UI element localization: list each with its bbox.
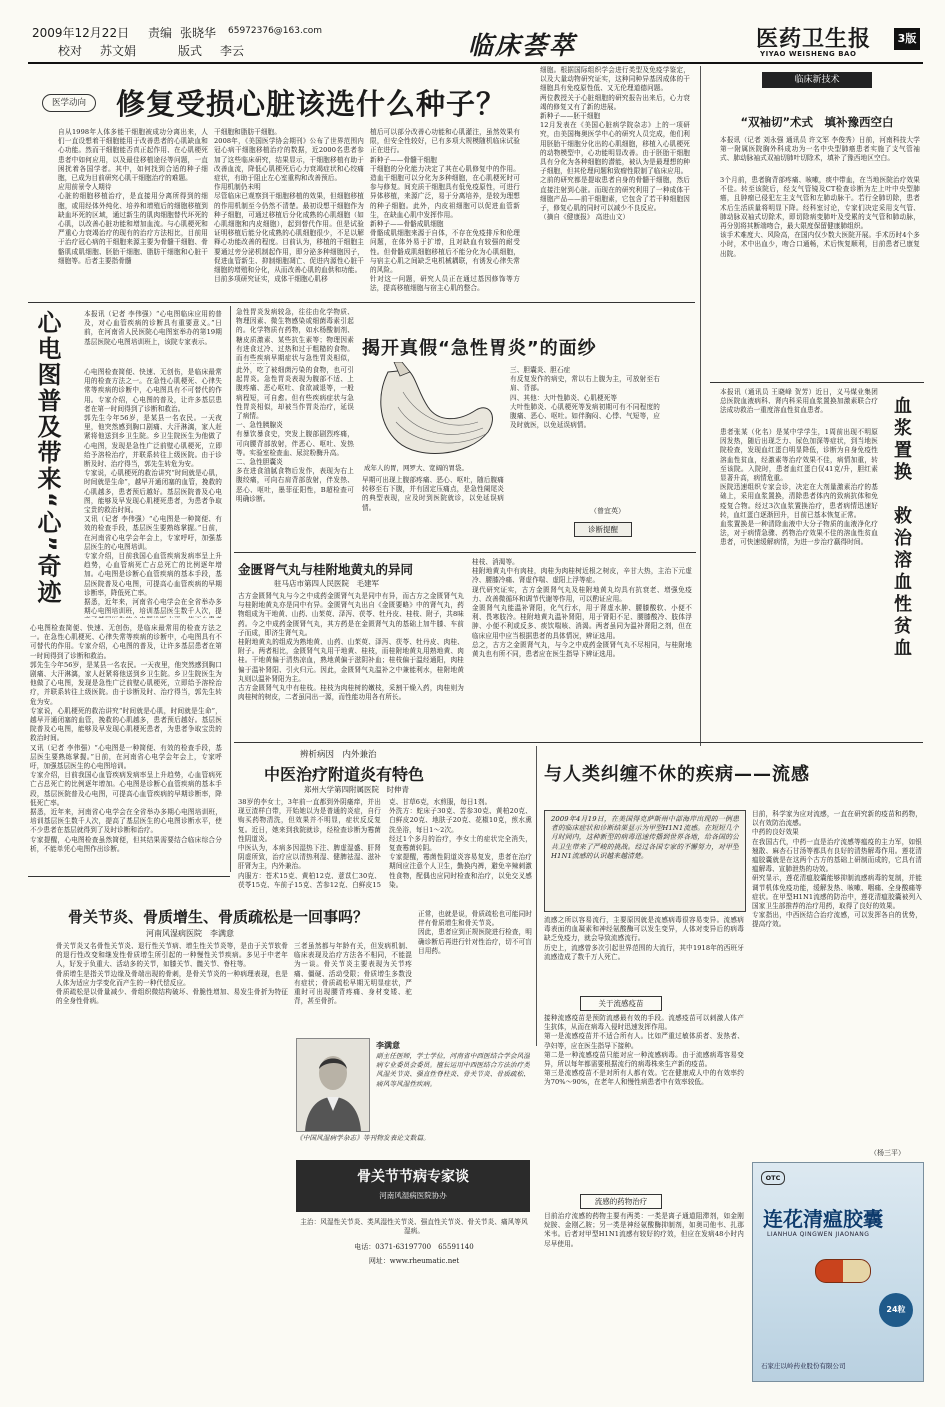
editor-label: 责编 <box>148 26 173 40</box>
expert-banner <box>296 1160 530 1212</box>
flu-summary-box <box>544 810 746 912</box>
right-column-divider <box>700 66 701 746</box>
tcm-article <box>234 746 534 889</box>
drug-name: 连花清瘟胶囊 <box>763 1207 883 1231</box>
expert-name: 李满意 <box>376 1040 400 1050</box>
otc-badge: OTC <box>761 1171 785 1185</box>
vaccine-subhead: 关于流感疫苗 <box>580 996 662 1011</box>
jingui-bottom-rule <box>234 742 923 743</box>
expert-banner-org: 河南风湿病医院协办 <box>379 1191 447 1200</box>
expert-portrait-icon <box>297 1039 369 1131</box>
top-article-title: 修复受损心脏该选什么种子？ <box>116 87 507 121</box>
issue-date: 2009年12月22日 <box>32 26 130 40</box>
flu-body-vaccine: 接种流感疫苗是预防流感最有效的手段。流感疫苗可以刺激人体产生抗体，从而在病毒入侵时迅速发挥作用。 第一是流感疫苗并不适合所有人。比如严重过敏体质者、发热者、孕妇等，应在医生指导下接种。 第二是一种流感疫苗只能对应一种流感病毒。由于流感病毒容易变异，所以每年都需要根据流行的病毒株来生产新的疫苗。 第三是流感疫苗不是对所有人都有效。它在健康成人中的有效率约为70%～90%，在老年人和慢性病患者中有效率较低。 <box>544 1014 744 1087</box>
clinic-new-tech-label: 临床新技术 <box>762 72 872 88</box>
stomach-illustration <box>358 362 506 462</box>
expert-phone: 电话：0371-63197700 65591140 <box>354 1243 474 1251</box>
top-article <box>28 66 695 301</box>
diagnosis-tag: 诊断提醒 <box>574 522 632 537</box>
right-divider <box>710 382 924 383</box>
plasma-byline: 本报讯（通讯员 王晓峰 贺芳）近日，义马煤业集团总医院血液病科、肾内科采用血浆置换加激素联合疗法成功救治一重度溶血性贫血患者。 <box>720 388 878 415</box>
ecg-feature <box>28 306 228 874</box>
double-sleeve-byline: 本报讯（记者 刘永强 通讯员 许文军 李俊秀）日前，河南科技大学第一附属医院胸外科成功为一名中央型肺癌患者实施了支气管袖式、肺动脉袖式双袖切肺叶切除术，填补了豫西地区空白。 <box>720 136 920 163</box>
left-column-divider <box>230 306 231 872</box>
bone-body-right: 正常，也就是说，骨质疏松也可能同时伴有骨质增生和骨关节炎。 因此，患者应到正规医院进行检查，明确诊断后再进行针对性治疗，切不可盲目用药。 <box>418 910 532 955</box>
expert-photo <box>296 1038 370 1132</box>
flu-summary-text: 2009年4月19日，在美国得克萨斯州中部海岸出现的一例患者的临床症状和诊断结果显示为甲型H1N1流感。在短短几个月时间内，这种新型的病毒迅速传播到世界各地，给各国的公共卫生带来了严峻的挑战。经过各国专家的不懈努力，对甲型H1N1流感的认识越来越清楚。 <box>551 815 739 860</box>
capsule-count-badge: 24粒 <box>879 1293 913 1327</box>
tcm-tag: 辨析病因 内外兼治 <box>300 750 377 760</box>
gastritis-bottom-rule <box>234 552 696 553</box>
stomach-shape <box>381 370 493 453</box>
expert-banner-title: 骨关节节病专家谈 <box>357 1169 469 1185</box>
jingui-body-left: 古方金匮肾气丸与今之中成药金匮肾气丸是同中有异，而古方之金匮肾气丸与桂附地黄丸亦是同中有异。金匮肾气丸出自《金匮要略》中的肾气丸，药物组成为干地黄、山药、山茱萸、泽泻、茯苓、牡丹皮、桂枝、附子，共8味药。今之中成药金匮肾气丸，其方药是在金匮肾气丸的基础上加牛膝、车前子而成，即济生肾气丸。 桂附地黄丸的组成为熟地黄、山药、山茱萸、泽泻、茯苓、牡丹皮、肉桂、附子。两者相比，金匮肾气丸用干地黄、桂枝，而桂附地黄丸用熟地黄、肉桂。干地黄偏于清热凉血，熟地黄偏于滋阴补血；桂枝偏于温经通阳，肉桂偏于温补肾阳、引火归元。因此，金匮肾气丸温补之中兼能利水，桂附地黄丸则以温补肾阳为主。 古方金匮肾气丸中有桂枝。桂枝为肉桂树的嫩枝，采割干燥入药，肉桂则为肉桂树的树皮，二者虽同出一源，而性能功用各有所长。 <box>238 592 464 702</box>
jingui-body-right: 桂枝、消渴等。 桂附地黄丸中有肉桂，肉桂为肉桂树近根之树皮，辛甘大热，主治下元虚冷、腰膝冷痛、肾虚作喘、虚阳上浮等症。 现代研究证实，古方金匮肾气丸及桂附地黄丸均具有抗衰老、增强免疫力、改善微循环和调节代谢等作用，可以酌证应用。 金匮肾气丸能温补肾阳，化气行水，用于肾虚水肿、腰膝酸软、小便不利、畏寒肢冷。桂附地黄丸温补肾阳，用于肾阳不足、腰膝酸冷、肢体浮肿、小便不利或反多、痰饮喘咳、消渴。两者虽同为温补肾阳之剂，但在临床应用中应当根据患者的具体情况，辨证选用。 总之，古方之金匮肾气丸，与今之中成药金匮肾气丸不尽相同，与桂附地黄丸也有所不同，患者应在医生指导下辨证选用。 <box>472 558 692 659</box>
page-number: 3版 <box>894 28 920 50</box>
flu-body-left: 流感之所以容易流行，主要原因就是流感病毒很容易变异。流感病毒表面的血凝素和神经氨酸酶可以发生变异，人体对变异后的病毒缺乏免疫力，就会导致流感流行。 历史上，流感曾多次引起世界范围的大流行，其中1918年的西班牙流感造成了数千万人死亡。 <box>544 916 744 961</box>
article-col-1: 自从1998年人体多能干细胞被成功分离出来，人们一直设想着干细胞能用于改善患者的心肌缺血和心功能。然而干细胞能否真正起作用、在心肌梗死患者中如何应用，以及最佳移植途径等问题，一直困扰着各国学者。其中，如何找到合适的种子细胞，已成为目前研究心肌干细胞治疗的难题。 应用前景令人期待 心脏的细胞移植治疗，是直接用分离所得到的细胞，或用经体外纯化、培养和增殖后的细胞移植到缺血坏死的区域，通过新生的肌肉细胞替代坏死的心肌，以改善心脏功能和增加血流。与心肌梗死和严重心力衰竭治疗的现有的治疗方法相比，目前用于治疗冠心病的干细胞来源主要为骨髓干细胞、骨骼肌成肌细胞、胚胎干细胞、脂肪干细胞和心脏干细胞等。后者主要指骨髓 <box>58 128 208 265</box>
flu-author: （杨三平） <box>870 1149 905 1157</box>
plasma-body: 患者张某（化名）是某中学学生，1周前出现不明原因发热，随后出现乏力、尿色加深等症状，到当地医院检查，发现血红蛋白明显降低，诊断为自身免疫性溶血性贫血，经激素等治疗效果不佳，病情加重，转至该院。入院时，患者血红蛋白仅41克/升，胆红素显著升高，病情危重。 医院迅速组织专家会诊，决定在大剂量激素治疗的基础上，采用血浆置换，清除患者体内的致病抗体和免疫复合物。经过3次血浆置换治疗，患者病情迅速好转，血红蛋白逐渐回升，目前已基本恢复正常。 血浆置换是一种清除血液中大分子物质的血液净化疗法，对于病情急骤、药物治疗效果不佳的溶血性贫血患者，可快速缓解病情，为进一步治疗赢得时间。 <box>720 428 878 547</box>
proof-label: 校对 <box>58 44 83 58</box>
tcm-divider <box>536 746 537 1046</box>
expert-intro: 副主任医师，学士学位，河南省中西医结合学会风湿病专业委员会委员。擅长运用中西医结合方法治疗类风湿关节炎、强直性脊柱炎、骨关节炎、骨质疏松、痛风等风湿性疾病。 <box>376 1052 530 1088</box>
article-col-4: 细胞。根据国际组织学会进行类型及免疫学鉴定，以及大量动物研究证实，这种同种异基因成体的干细胞具有免疫原性低、又无伦理道德问题。 两位教授关于心脏细胞的研究报告出来后，心力衰竭的修复又有了新的进展。 新种子——胚干细胞 12月发表在《美国心脏病学院杂志》上的一项研究，由美国梅奥医学中心的研究人员完成，他们利用胚胎干细胞分化出的心肌细胞，移植入心肌梗死的动物模型中，心功能明显改善。由于胚胎干细胞具有分化为各种细胞的潜能，被认为是最理想的种子细胞，但其伦理问题和致瘤性限制了临床应用。 之前的研究都是提取患者自身的骨髓干细胞，然后直接注射到心脏。而现在的研究利用了一种成体干细胞产品——前干细胞素，它包含了若干种细胞因子，修复心肌的同时可以减少不良反应。 （摘自《健康报》 高进山文） <box>540 66 690 222</box>
gastritis-body-right: 三、胆囊炎、胆石症 有反复发作的病史，常以右上腹为主，可放射至右肩、背部。 四、其他：大叶性肺炎、心肌梗死等 大叶性肺炎、心肌梗死等发病初期可有不同程度的腹痛、恶心、呕吐。如伴胸闷、心悸、气短等，应及时就医，以免延误病情。 <box>510 366 660 430</box>
ecg-byline: 本报讯（记者 李伟强）“心电图临床应用的普及，对心血管疾病的诊断具有重要意义。”日前，在河南省人民医院心电图室举办的第19期基层医院心电图培训班上，该院专家表示。 <box>84 310 222 346</box>
article-tag: 医学动向 <box>42 94 96 112</box>
bone-title: 骨关节炎、骨质增生、骨质疏松是一回事吗？ <box>68 908 369 926</box>
flu-body-right: 目前，科学家为应对流感，一直在研究新的疫苗和药物，以有效防治流感。 中药的良好效果 在我国古代，中药一直是治疗流感等瘟疫的主力军，如银翘散、麻杏石甘汤等都具有良好的清热解毒作用。莲花清瘟胶囊就是在这两个古方的基础上研制而成的，它具有清瘟解毒、宣肺泄热的功效。 研究显示，莲花清瘟胶囊能够抑制流感病毒的复制，并能调节机体免疫功能，缓解发热、咳嗽、咽痛、全身酸痛等症状。在甲型H1N1流感的防治中，莲花清瘟胶囊被列入国家卫生部推荐的治疗用药，取得了良好的效果。 专家指出，中西医结合治疗流感，可以发挥各自的优势，提高疗效。 <box>752 810 922 929</box>
ecg-body-narrow: 心电图检查简便、快速、无创伤，是临床最常用的检查方法之一。在急性心肌梗死、心律失常等疾病的诊断中，心电图具有不可替代的作用。专家介绍，心电图的普及，让许多基层患者在第一时间得到了诊断和救治。 郭先生今年56岁，是某县一名农民。一天夜里，他突然感到胸口剧痛、大汗淋漓，家人赶紧将他送到乡卫生院。乡卫生院医生为他做了心电图，发现是急性广泛前壁心肌梗死，立即给予溶栓治疗，并联系转往上级医院。由于诊断及时、治疗得当，郭先生转危为安。 专家说，心肌梗死的救治讲究“时间就是心肌，时间就是生命”，越早开通闭塞的血管，挽救的心肌越多，患者预后越好。基层医院普及心电图，能够及早发现心肌梗死患者，为患者争取宝贵的救治时间。 又讯（记者 李伟强）“心电图是一种简便、有效的检查手段，基层医生要熟练掌握。”日前，在河南省心电学会年会上，专家呼吁，加强基层医生的心电图培训。 专家介绍，目前我国心血管疾病发病率呈上升趋势，心血管病死亡占总死亡的比例逐年增加。心电图是诊断心血管疾病的基本手段，基层医院普及心电图，可提高心血管疾病的早期诊断率，降低死亡率。 据悉，近年来，河南省心电学会在全省举办多期心电图培训班，培训基层医生数千人次，提 <box>84 368 222 616</box>
bone-body-mid: 三者虽然都与年龄有关，但发病机制、临床表现及治疗方法各不相同，不能混为一谈。骨关节炎主要表现为关节疼痛、僵硬、活动受限；骨质增生多数没有症状；骨质疏松早期无明显症状，严重时可出现腰背疼痛、身材变矮、驼背，甚至骨折。 <box>294 942 412 1006</box>
jingui-author: 驻马店市第四人民医院 毛建军 <box>274 579 379 588</box>
article-col-3: 植后可以部分改善心功能和心肌灌注，虽然效果有限，但安全性较好，已有多项大规模随机临床试验正在进行。 新种子——骨髓干细胞 干细胞的分化能力决定了其在心肌修复中的作用。造血干细胞可以分化为多种细胞，在心肌梗死时可参与修复。间充质干细胞具有低免疫原性，可进行异体移植，来源广泛，易于分离培养，是较为理想的种子细胞。此外，内皮祖细胞可以促进血管新生，在缺血心肌中发挥作用。 新种子——骨骼成肌细胞 骨骼成肌细胞来源于自体，不存在免疫排斥和伦理问题，在体外易于扩增，且对缺血有较强的耐受性。但骨骼成肌细胞移植后不能分化为心肌细胞，与宿主心肌之间缺乏电机械耦联，有诱发心律失常的风险。 针对这一问题，研究人员正在通过基因修饰等方法，提高移植细胞与宿主心肌的整合。 <box>370 128 520 293</box>
double-sleeve-title: “双袖切”术式 填补豫西空白 <box>740 115 894 129</box>
lianhua-product-box <box>752 1162 924 1382</box>
tcm-author: 郑州大学第四附属医院 时伸青 <box>304 785 409 794</box>
gastritis-article <box>234 306 696 550</box>
capsule-illustration <box>815 1259 871 1283</box>
bone-body-left: 骨关节炎又名骨性关节炎、退行性关节病、增生性关节炎等，是由于关节软骨的退行性改变和继发性骨质增生所引起的一种慢性关节疾病。多见于中老年人，好发于负重大、活动多的关节，如膝关节、髋关节、脊柱等。 骨质增生是指关节边缘及骨端出现的骨刺，是骨关节炎的一种病理表现，也是人体为适应力学变化而产生的一种代偿反应。 骨质疏松是以骨量减少、骨组织微结构破坏、骨脆性增加、易发生骨折为特征的全身性骨病。 <box>56 942 288 1006</box>
plasma-exchange-title: 血浆置换 救治溶血性贫血 <box>891 396 912 660</box>
gastritis-author: （曾宜英） <box>590 507 625 515</box>
drug-pinyin: LIANHUA QINGWEN JIAONANG <box>767 1231 870 1238</box>
bone-article <box>28 880 534 1388</box>
tcm-title: 中医治疗附道炎有特色 <box>264 765 425 784</box>
layout-name: 李云 <box>220 44 245 58</box>
gastritis-body-mid: 早期可出现上腹部疼痛、恶心、呕吐，随后腹痛转移至右下腹，并有固定压痛点，是急性阑尾炎的典型表现，应及时到医院就诊，以免延误病情。 <box>362 476 504 512</box>
tcm-body: 38岁的李女士，3年前一直都到外阴瘙痒，并出现豆渣样白带，开始她以为是普通的炎症，自行购买药物清洗，但效果并不明显，症状反反复复。近日，她来到我院就诊，经检查诊断为霉菌性阴道炎。 中医认为，本病多因湿热下注、脾虚湿盛、肝肾阴虚所致，治疗应以清热利湿、健脾祛湿、滋补肝肾为主，内外兼治。 内服方：苍术15克、黄柏12克、薏苡仁30克、茯苓15克、车前子15克、苦参12克、白鲜皮15克、甘草6克，水煎服，每日1剂。 外洗方：蛇床子30克、苦参30克、黄柏20克、白鲜皮20克、地肤子20克、花椒10克，煎水熏洗坐浴，每日1～2次。 经过1个多月的治疗，李女士的症状完全消失，复查霉菌转阴。 专家提醒，霉菌性阴道炎容易复发，患者在治疗期间应注意个人卫生，勤换内裤，避免辛辣刺激性食物，配偶也应同时检查和治疗，以免交叉感染。 <box>238 798 532 889</box>
header-rule <box>28 62 923 64</box>
newspaper-name: 医药卫生报 <box>756 27 872 52</box>
ecg-vertical-title: 心电图普及带来“心”奇迹 <box>33 310 61 606</box>
gastritis-body-left: 此外，吃了被细菌污染的食物，也可引起胃炎。急性胃炎表现为腹部不适、上腹疼痛、恶心呕吐、食欲减退等，一般病程短，可自愈。但有些疾病症状与急性胃炎相似，却被当作胃炎治疗，延误了病情。 一、急性胰腺炎 有暴饮暴食史，突发上腹部剧烈疼痛，可向腰背部放射，伴恶心、呕吐、发热等。实验室检查血、尿淀粉酶升高。 二、急性胆囊炎 多在进食油腻食物后发作，表现为右上腹绞痛，可向右肩背部放射，伴发热、恶心、呕吐，墨菲征阳性，B超检查可明确诊断。 <box>236 366 354 503</box>
jingui-article <box>234 556 696 738</box>
proofer-name: 苏文娟 <box>100 44 137 58</box>
jingui-title: 金匮肾气丸与桂附地黄丸的异同 <box>238 562 414 577</box>
gastritis-title: 揭开真假“急性胃炎”的面纱 <box>362 338 597 359</box>
layout-label: 版式 <box>178 44 203 58</box>
bone-author: 河南风湿病医院 李满意 <box>146 929 234 938</box>
expert-hospital: 主治：风湿性关节炎、类风湿性关节炎、强直性关节炎、骨关节炎、痛风等风湿病。 <box>300 1218 528 1236</box>
editor-name: 张晓华 <box>180 26 217 40</box>
editor-email: 65972376@163.com <box>228 26 323 36</box>
stomach-caption: 成年人的胃，网罗大、宽阔的胃袋。 <box>364 464 468 472</box>
right-column <box>710 70 924 740</box>
section-title: 临床荟萃 <box>468 31 577 60</box>
expert-website[interactable]: 网址：www.rheumatic.net <box>368 1257 460 1265</box>
flu-body-drug: 目前治疗流感的药物主要有两类：一类是离子通道阻滞剂，如金刚烷胺、金刚乙胺；另一类是神经氨酸酶抑制剂，如奥司他韦、扎那米韦。后者对甲型H1N1流感有较好的疗效，但应在发病48小时内尽早使用。 <box>544 1212 744 1248</box>
top-article-bottom-rule <box>28 302 695 303</box>
drug-subhead: 流感的药物治疗 <box>580 1194 662 1209</box>
expert-note: 《中国风湿病学杂志》等刊物发表论文数篇。 <box>296 1134 430 1142</box>
newspaper-pinyin: YIYAO WEISHENG BAO <box>760 50 857 58</box>
flu-article <box>540 746 924 1386</box>
page-header <box>28 22 923 60</box>
flu-title: 与人类纠缠不休的疾病——流感 <box>544 764 810 785</box>
left-column-bottom-rule <box>28 876 230 877</box>
drug-maker: 石家庄以岭药业股份有限公司 <box>761 1362 846 1370</box>
article-col-2: 干细胞和脂肪干细胞。 2008年，《美国医学协会期刊》公布了世界范围内冠心病干细胞移植治疗的数据，近2000名患者参加了这些临床研究，结果显示，干细胞移植有助于改善血流，降低心肌梗死后心力衰竭症状和心绞痛症状，有助于阻止左心室重构和改善预后。 作用机制仍未明 尽管临床已观察到干细胞移植的效果，但细胞移植的作用机制至今仍然不清楚。最初设想干细胞作为种子细胞，可通过移植后分化成熟的心肌细胞（如心肌细胞和内皮细胞），起到替代作用。但是试验证明移植后能分化成熟的心肌细胞很少，不足以解释心功能改善的程度。目前认为，移植的干细胞主要通过旁分泌机制起作用，即分泌多种细胞因子，促进血管新生、抑制细胞凋亡、促进内源性心脏干细胞的增殖和分化，从而改善心肌的血供和功能。 目前多项研究证实，成体干细胞心肌移 <box>214 128 364 284</box>
double-sleeve-body: 3个月前，患者胸背部疼痛、咳嗽，痰中带血，在当地医院治疗效果不佳。转至该院后，经支气管镜及CT检查诊断为左上叶中央型肺癌，且肿瘤已侵犯左主支气管和左肺动脉干。若行全肺切除，患者术后生活质量将明显下降。经科室讨论，专家们决定采用支气管、肺动脉双袖式切除术，即切除病变肺叶及受累的支气管和肺动脉，再分别将其断端吻合，最大限度保留健康肺组织。 该手术难度大、风险高，在国内仅少数大医院开展。手术历时4个多小时，术中出血少，吻合口通畅，术后恢复顺利，目前患者已康复出院。 <box>720 176 920 258</box>
ecg-body-wide: 心电图检查简便、快速、无创伤，是临床最常用的检查方法之一。在急性心肌梗死、心律失常等疾病的诊断中，心电图具有不可替代的作用。专家介绍，心电图的普及，让许多基层患者在第一时间得到了诊断和救治。 郭先生今年56岁，是某县一名农民。一天夜里，他突然感到胸口剧痛、大汗淋漓，家人赶紧将他送到乡卫生院。乡卫生院医生为他做了心电图，发现是急性广泛前壁心肌梗死，立即给予溶栓治疗，并联系转往上级医院。由于诊断及时、治疗得当，郭先生转危为安。 专家说，心肌梗死的救治讲究“时间就是心肌，时间就是生命”，越早开通闭塞的血管，挽救的心肌越多，患者预后越好。基层医院普及心电图，能够及早发现心肌梗死患者，为患者争取宝贵的救治时间。 又讯（记者 李伟强）“心电图是一种简便、有效的检查手段，基层医生要熟练掌握。”日前，在河南省心电学会年会上，专家呼吁，加强基层医生的心电图培训。 专家介绍，目前我国心血管疾病发病率呈上升趋势，心血管病死亡占总死亡的比例逐年增加。心电图是诊断心血管疾病的基本手段，基层医院普及心电图，可提高心血管疾病的早期诊断率，降低死亡率。 据悉，近年来，河南省心电学会在全省举办多期心电图培训班，培训基层医生数千人次，提高了基层医生的心电图诊断水平，使不少患者在基层就得到了及时诊断和治疗。 专家提醒，心电图检查虽然简便，但其结果需要结合临床综合分析，不能单凭心电图作出诊断。 <box>30 624 222 853</box>
gastritis-intro: 急性胃炎发病较急，往往由化学物质、物理因素、微生物感染或细菌毒素引起的。化学物质有药物，如水杨酸制剂、糖皮质激素、某些抗生素等；物理因素有进食过冷、过热和过于粗糙的食物。而有些疾病早期症状与急性胃炎相似， <box>236 308 354 363</box>
